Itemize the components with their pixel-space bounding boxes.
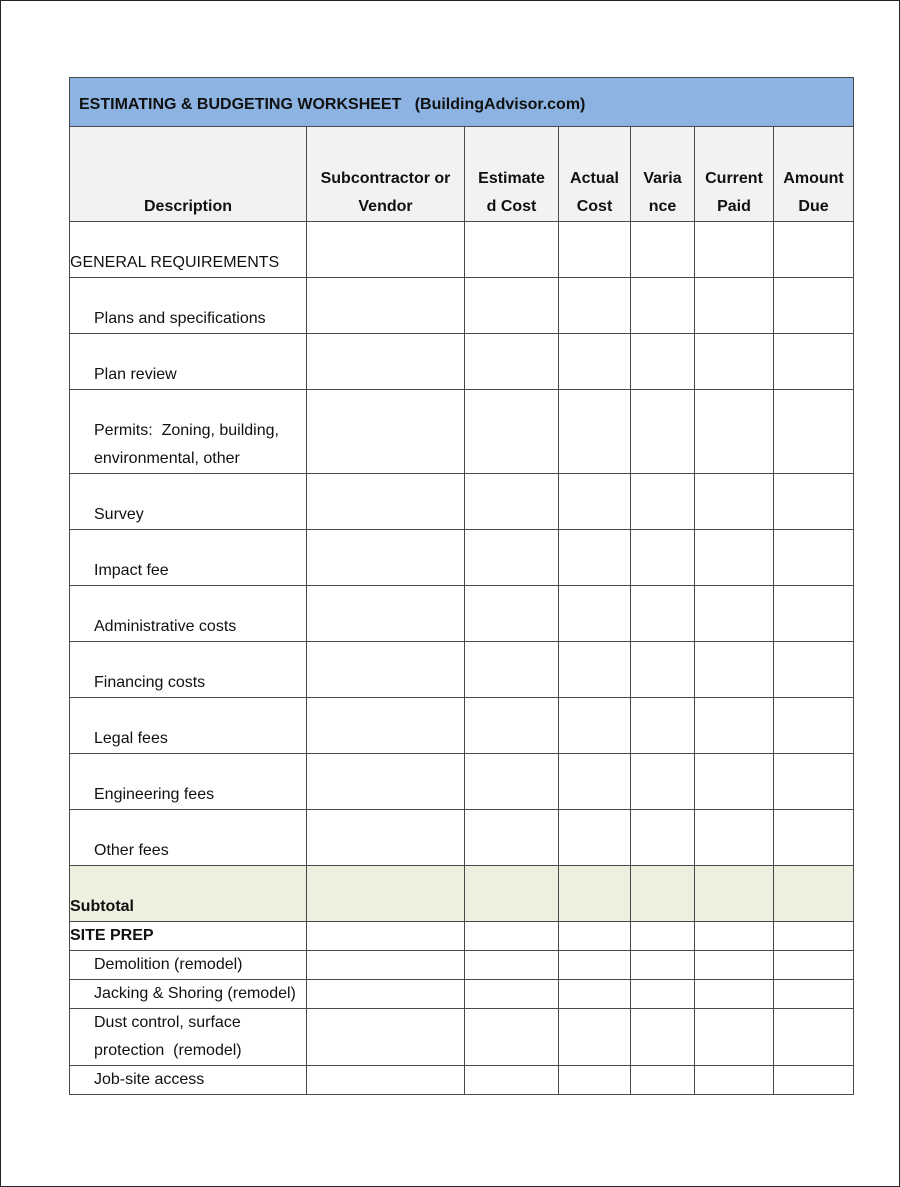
row-label: Engineering fees bbox=[70, 754, 307, 810]
cell-current-paid[interactable] bbox=[695, 922, 774, 951]
cell-amount-due[interactable] bbox=[774, 530, 854, 586]
column-header-variance: Varia nce bbox=[631, 127, 695, 222]
cell-amount-due[interactable] bbox=[774, 1066, 854, 1095]
header-row bbox=[70, 127, 854, 222]
cell-variance[interactable] bbox=[631, 980, 695, 1009]
cell-actual-cost[interactable] bbox=[559, 810, 631, 866]
subtotal-row bbox=[70, 866, 854, 922]
cell-variance[interactable] bbox=[631, 222, 695, 278]
cell-actual-cost[interactable] bbox=[559, 866, 631, 922]
cell-amount-due[interactable] bbox=[774, 1009, 854, 1066]
cell-estimated-cost[interactable] bbox=[465, 334, 559, 390]
table-row bbox=[70, 922, 854, 951]
cell-amount-due[interactable] bbox=[774, 698, 854, 754]
cell-estimated-cost[interactable] bbox=[465, 951, 559, 980]
cell-current-paid[interactable] bbox=[695, 278, 774, 334]
cell-subcontractor[interactable] bbox=[307, 474, 465, 530]
cell-variance[interactable] bbox=[631, 586, 695, 642]
table-row bbox=[70, 278, 854, 334]
cell-variance[interactable] bbox=[631, 390, 695, 474]
column-header-current-paid: Current Paid bbox=[695, 127, 774, 222]
table-row bbox=[70, 754, 854, 810]
row-label: Plans and specifications bbox=[70, 278, 307, 334]
cell-current-paid[interactable] bbox=[695, 810, 774, 866]
cell-estimated-cost[interactable] bbox=[465, 642, 559, 698]
cell-variance[interactable] bbox=[631, 754, 695, 810]
row-label: Impact fee bbox=[70, 530, 307, 586]
cell-estimated-cost[interactable] bbox=[465, 1009, 559, 1066]
cell-current-paid[interactable] bbox=[695, 474, 774, 530]
cell-variance[interactable] bbox=[631, 698, 695, 754]
cell-amount-due[interactable] bbox=[774, 980, 854, 1009]
cell-actual-cost[interactable] bbox=[559, 642, 631, 698]
row-label: Administrative costs bbox=[70, 586, 307, 642]
cell-amount-due[interactable] bbox=[774, 642, 854, 698]
title-row bbox=[70, 78, 854, 127]
cell-subcontractor[interactable] bbox=[307, 754, 465, 810]
table-row bbox=[70, 951, 854, 980]
cell-current-paid[interactable] bbox=[695, 334, 774, 390]
table-row bbox=[70, 390, 854, 474]
cell-estimated-cost[interactable] bbox=[465, 698, 559, 754]
cell-current-paid[interactable] bbox=[695, 642, 774, 698]
budget-worksheet-table bbox=[69, 77, 854, 1095]
cell-amount-due[interactable] bbox=[774, 922, 854, 951]
row-label: Demolition (remodel) bbox=[70, 951, 307, 980]
table-row bbox=[70, 642, 854, 698]
row-label: Permits: Zoning, building, environmental, other bbox=[70, 390, 307, 474]
subtotal-label: Subtotal bbox=[70, 866, 307, 922]
cell-amount-due[interactable] bbox=[774, 474, 854, 530]
table-row bbox=[70, 530, 854, 586]
cell-estimated-cost[interactable] bbox=[465, 222, 559, 278]
row-label: Survey bbox=[70, 474, 307, 530]
cell-current-paid[interactable] bbox=[695, 1009, 774, 1066]
cell-estimated-cost[interactable] bbox=[465, 586, 559, 642]
cell-subcontractor[interactable] bbox=[307, 278, 465, 334]
cell-actual-cost[interactable] bbox=[559, 586, 631, 642]
cell-current-paid[interactable] bbox=[695, 866, 774, 922]
cell-subcontractor[interactable] bbox=[307, 642, 465, 698]
cell-estimated-cost[interactable] bbox=[465, 530, 559, 586]
cell-current-paid[interactable] bbox=[695, 530, 774, 586]
cell-current-paid[interactable] bbox=[695, 698, 774, 754]
cell-amount-due[interactable] bbox=[774, 278, 854, 334]
row-label: GENERAL REQUIREMENTS bbox=[70, 222, 307, 278]
table-row bbox=[70, 586, 854, 642]
cell-current-paid[interactable] bbox=[695, 222, 774, 278]
cell-subcontractor[interactable] bbox=[307, 698, 465, 754]
cell-amount-due[interactable] bbox=[774, 754, 854, 810]
column-header-subcontractor: Subcontractor or Vendor bbox=[307, 127, 465, 222]
cell-variance[interactable] bbox=[631, 1009, 695, 1066]
cell-amount-due[interactable] bbox=[774, 810, 854, 866]
row-label: Job-site access bbox=[70, 1066, 307, 1095]
table-row bbox=[70, 474, 854, 530]
cell-subcontractor[interactable] bbox=[307, 810, 465, 866]
cell-subcontractor[interactable] bbox=[307, 980, 465, 1009]
table-row bbox=[70, 698, 854, 754]
cell-estimated-cost[interactable] bbox=[465, 474, 559, 530]
cell-subcontractor[interactable] bbox=[307, 390, 465, 474]
cell-estimated-cost[interactable] bbox=[465, 922, 559, 951]
table-row bbox=[70, 1066, 854, 1095]
table-row bbox=[70, 1009, 854, 1066]
row-label: Plan review bbox=[70, 334, 307, 390]
cell-subcontractor[interactable] bbox=[307, 951, 465, 980]
row-label: Dust control, surface protection (remodel) bbox=[70, 1009, 307, 1066]
table-row bbox=[70, 980, 854, 1009]
column-header-actual-cost: Actual Cost bbox=[559, 127, 631, 222]
cell-current-paid[interactable] bbox=[695, 754, 774, 810]
cell-amount-due[interactable] bbox=[774, 390, 854, 474]
cell-variance[interactable] bbox=[631, 951, 695, 980]
cell-actual-cost[interactable] bbox=[559, 922, 631, 951]
cell-amount-due[interactable] bbox=[774, 866, 854, 922]
section-heading-site-prep: SITE PREP bbox=[70, 922, 307, 951]
cell-subcontractor[interactable] bbox=[307, 222, 465, 278]
table-row bbox=[70, 334, 854, 390]
column-header-description: Description bbox=[70, 127, 307, 222]
cell-variance[interactable] bbox=[631, 922, 695, 951]
cell-variance[interactable] bbox=[631, 1066, 695, 1095]
cell-subcontractor[interactable] bbox=[307, 1066, 465, 1095]
column-header-estimated-cost: Estimate d Cost bbox=[465, 127, 559, 222]
column-header-amount-due: Amount Due bbox=[774, 127, 854, 222]
cell-amount-due[interactable] bbox=[774, 951, 854, 980]
cell-variance[interactable] bbox=[631, 810, 695, 866]
cell-actual-cost[interactable] bbox=[559, 390, 631, 474]
cell-actual-cost[interactable] bbox=[559, 222, 631, 278]
cell-current-paid[interactable] bbox=[695, 1066, 774, 1095]
cell-variance[interactable] bbox=[631, 530, 695, 586]
cell-actual-cost[interactable] bbox=[559, 698, 631, 754]
cell-subcontractor[interactable] bbox=[307, 1009, 465, 1066]
cell-variance[interactable] bbox=[631, 278, 695, 334]
cell-actual-cost[interactable] bbox=[559, 278, 631, 334]
cell-actual-cost[interactable] bbox=[559, 951, 631, 980]
cell-estimated-cost[interactable] bbox=[465, 278, 559, 334]
cell-current-paid[interactable] bbox=[695, 586, 774, 642]
row-label: Other fees bbox=[70, 810, 307, 866]
cell-variance[interactable] bbox=[631, 642, 695, 698]
row-label: Financing costs bbox=[70, 642, 307, 698]
table-row bbox=[70, 810, 854, 866]
cell-actual-cost[interactable] bbox=[559, 1009, 631, 1066]
cell-subcontractor[interactable] bbox=[307, 530, 465, 586]
cell-estimated-cost[interactable] bbox=[465, 1066, 559, 1095]
cell-amount-due[interactable] bbox=[774, 586, 854, 642]
cell-subcontractor[interactable] bbox=[307, 334, 465, 390]
cell-current-paid[interactable] bbox=[695, 390, 774, 474]
cell-variance[interactable] bbox=[631, 866, 695, 922]
table-row bbox=[70, 222, 854, 278]
worksheet-title: ESTIMATING & BUDGETING WORKSHEET (BuildingAdvisor.com) bbox=[70, 78, 854, 127]
row-label: Jacking & Shoring (remodel) bbox=[70, 980, 307, 1009]
cell-subcontractor[interactable] bbox=[307, 586, 465, 642]
cell-amount-due[interactable] bbox=[774, 334, 854, 390]
cell-estimated-cost[interactable] bbox=[465, 866, 559, 922]
cell-estimated-cost[interactable] bbox=[465, 810, 559, 866]
cell-current-paid[interactable] bbox=[695, 951, 774, 980]
cell-subcontractor[interactable] bbox=[307, 866, 465, 922]
cell-estimated-cost[interactable] bbox=[465, 754, 559, 810]
cell-actual-cost[interactable] bbox=[559, 334, 631, 390]
cell-current-paid[interactable] bbox=[695, 980, 774, 1009]
cell-actual-cost[interactable] bbox=[559, 1066, 631, 1095]
cell-variance[interactable] bbox=[631, 474, 695, 530]
cell-subcontractor[interactable] bbox=[307, 922, 465, 951]
cell-actual-cost[interactable] bbox=[559, 530, 631, 586]
cell-estimated-cost[interactable] bbox=[465, 980, 559, 1009]
row-label: Legal fees bbox=[70, 698, 307, 754]
cell-actual-cost[interactable] bbox=[559, 474, 631, 530]
cell-variance[interactable] bbox=[631, 334, 695, 390]
cell-actual-cost[interactable] bbox=[559, 980, 631, 1009]
cell-estimated-cost[interactable] bbox=[465, 390, 559, 474]
cell-amount-due[interactable] bbox=[774, 222, 854, 278]
cell-actual-cost[interactable] bbox=[559, 754, 631, 810]
